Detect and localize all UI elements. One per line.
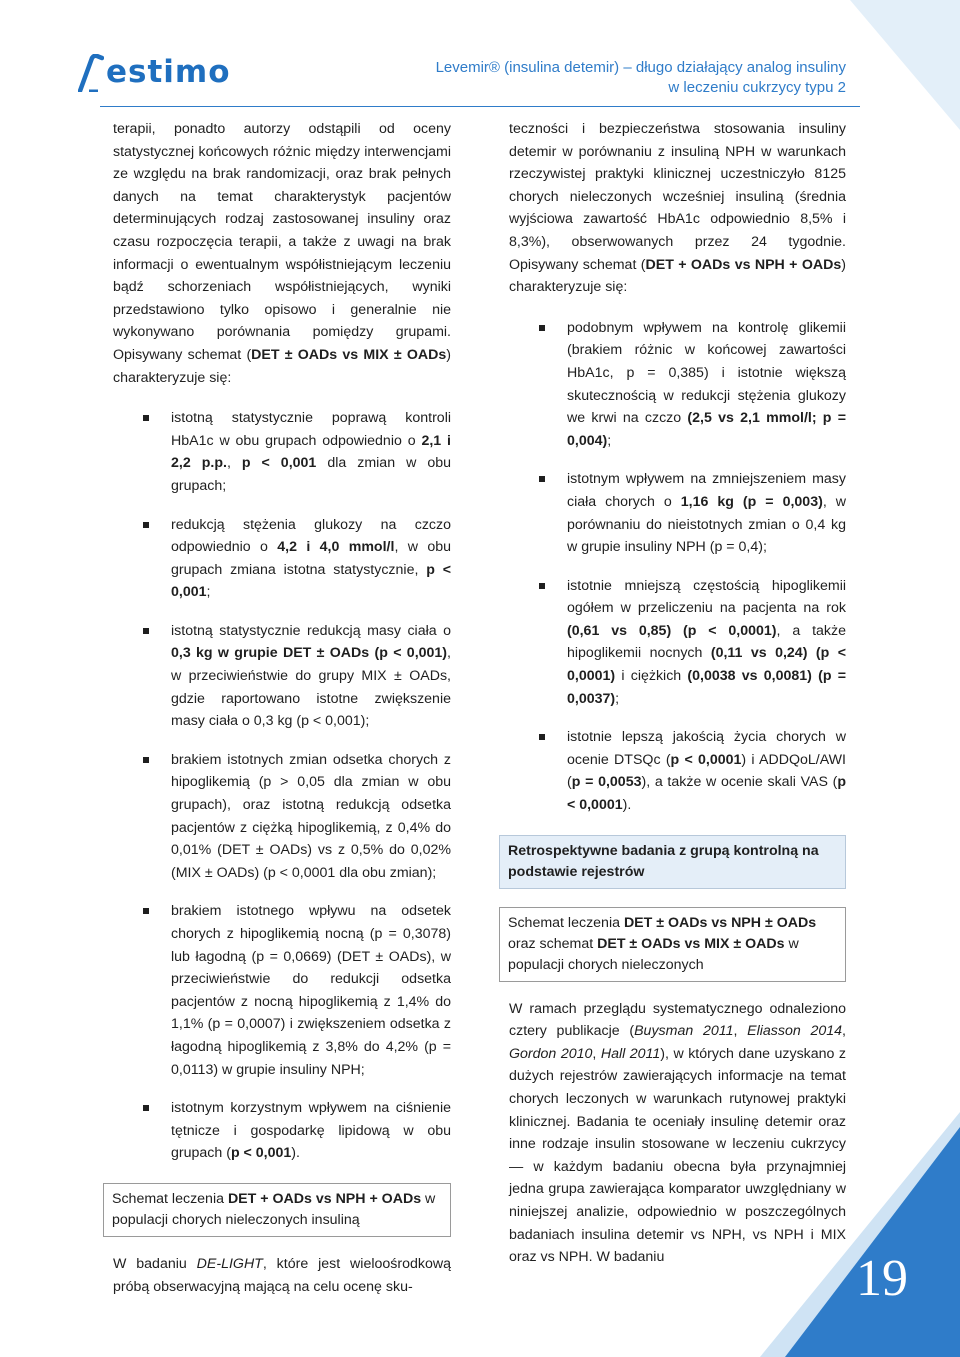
bullet-item-run: p < 0,001: [230, 1145, 292, 1162]
bullet-item-run: 4,2 i 4,0 mmol/l: [277, 539, 395, 556]
page-number: 19: [856, 1250, 908, 1307]
bullet-item-run: dla zmian w obu grupach;: [171, 455, 451, 494]
bullet-item: [509, 468, 846, 558]
right-outro-paragraph-run: Gordon 2010: [509, 1045, 593, 1062]
square-bullet-icon: [143, 628, 149, 634]
right-intro-paragraph-run: teczności i bezpieczeństwa stosowania insuliny detemir w porównaniu z insuliną NPH w warunkach rzeczywistej praktyki klinicznej uczestniczyło 8125 chorych nieleczonych wcześniej insuliną (średnia wyjściowa zawartość HbA1c odpowiednio 8,5% i 8,3%), obserwowanych przez 24 tygodnie. Opisywany schemat (: [509, 121, 846, 273]
header-title: [436, 58, 846, 98]
bullet-item-run: istotnie lepszą jakością życia chorych w ocenie DTSQc (: [567, 729, 846, 768]
left-intro-scheme: DET ± OADs vs MIX ± OADs: [251, 346, 447, 363]
bullet-item-run: p < 0,001: [171, 561, 451, 601]
right-outro-paragraph-run: ,: [842, 1023, 846, 1040]
square-bullet-icon: [143, 1105, 149, 1111]
right-outro-paragraph-run: Eliasson 2014: [747, 1023, 843, 1040]
bullet-item-run: ) i ADDQoL/AWI (: [567, 751, 846, 791]
corner-decoration-top: [850, 0, 960, 130]
bullet-item-run: p < 0,0001: [567, 774, 846, 814]
bullet-item: [113, 407, 451, 497]
left-outro-paragraph-run: W badaniu: [113, 1255, 197, 1272]
bullet-item-run: istotnym korzystnym wpływem na ciśnienie tętnicze i gospodarkę lipidową w obu grupach (: [171, 1100, 451, 1162]
left-scheme-box: [103, 1183, 451, 1237]
header-title-line1: Levemir® (insulina detemir) – długo działający analog insuliny: [435, 59, 846, 76]
left-scheme-box-run: w populacji chorych nieleczonych insuliną: [112, 1190, 436, 1228]
right-scheme-box-run: Schemat leczenia: [508, 914, 624, 931]
right-outro-paragraph-run: ,: [733, 1023, 748, 1040]
header-title-line2: w leczeniu cukrzycy typu 2: [668, 79, 846, 96]
section-heading-box: Retrospektywne badania z grupą kontrolną na podstawie rejestrów: [499, 835, 846, 889]
bullet-item: [113, 749, 451, 885]
bullet-item: [113, 620, 451, 733]
bullet-item-run: istotną statystycznie poprawą kontroli HbA1c w obu grupach odpowiednio o: [171, 410, 451, 449]
bullet-item-run: istotnym wpływem na zmniejszeniem masy ciała chorych o: [567, 471, 846, 510]
bullet-item-run: istotną statystycznie redukcją masy ciała o: [171, 622, 451, 639]
bullet-item-run: ;: [206, 584, 211, 601]
right-outro-paragraph-run: Buysman 2011: [634, 1023, 734, 1040]
square-bullet-icon: [539, 734, 545, 740]
bullet-item-run: , w porównaniu do nieistotnych zmian o 0,4 kg w grupie insuliny NPH (p = 0,4);: [567, 493, 846, 556]
left-outro-paragraph-run: DE-LIGHT: [196, 1255, 263, 1272]
bullet-item-run: p = 0,0053: [571, 774, 642, 791]
right-outro-paragraph-run: ,: [592, 1045, 601, 1062]
bullet-item-run: ).: [291, 1145, 300, 1162]
left-outro-paragraph-run: , które jest wieloośrodkową próbą obserwacyjną mającą na celu ocenę sku-: [113, 1255, 451, 1295]
right-column: [509, 118, 846, 1269]
bullet-item-run: 0,3 kg w grupie DET ± OADs (p < 0,001): [171, 645, 448, 662]
right-outro-paragraph: [509, 998, 846, 1269]
square-bullet-icon: [143, 415, 149, 421]
right-outro-paragraph-run: W ramach przeglądu systematycznego odnaleziono cztery publikacje (: [509, 1000, 846, 1040]
square-bullet-icon: [143, 757, 149, 763]
bullet-item-run: ;: [607, 432, 612, 449]
bullet-item-run: 1,16 kg (p = 0,003): [680, 493, 823, 510]
logo: [78, 50, 231, 92]
bullet-item-run: ;: [615, 690, 620, 707]
header-divider: [100, 106, 860, 107]
right-scheme-box-run: DET ± OADs vs NPH ± OADs: [623, 914, 817, 931]
bullet-item-run: ), a także w ocenie skali VAS (: [641, 774, 838, 791]
bullet-item-run: , w przeciwieństwie do grupy MIX ± OADs, gdzie raportowano istotne zwiększenie masy ciała o 0,3 kg (p < 0,001);: [171, 645, 451, 730]
bullet-item-run: (0,11 vs 0,24) (p < 0,0001): [567, 645, 846, 685]
bullet-item: [509, 575, 846, 711]
bullet-item-run: ).: [622, 797, 632, 814]
left-intro-paragraph: [113, 118, 451, 389]
bullet-item-run: (0,0038 vs 0,0081) (p = 0,0037): [567, 668, 846, 707]
bullet-item-run: brakiem istotnego wpływu na odsetek chorych z hipoglikemią nocną (p = 0,3078) lub łagodną (p = 0,0669) (DET ± OADs), w przeciwieństwie do redukcji odsetka pacjentów z nocną hipoglikemią z 1,4% do 1,1% (p = 0,0007) i zwiększeniem odsetka z łagodną hipoglikemią z 3,8% do 4,2% (p = 0,0113) w grupie insuliny NPH;: [171, 903, 451, 1078]
left-bullet-list: [113, 407, 451, 1165]
left-column: [113, 118, 451, 1298]
left-intro-end: ) charakteryzuje się:: [113, 346, 451, 386]
right-scheme-box-run: oraz schemat: [508, 935, 598, 952]
left-scheme-box-run: DET + OADs vs NPH + OADs: [227, 1190, 422, 1207]
bullet-item-run: i ciężkich: [615, 668, 688, 685]
left-scheme-box-run: Schemat leczenia: [112, 1190, 228, 1207]
square-bullet-icon: [539, 583, 545, 589]
right-intro-paragraph-run: DET + OADs vs NPH + OADs: [645, 256, 842, 273]
logo-text: estimo: [106, 54, 231, 90]
bullet-item-run: 2,1 i 2,2 p.p.: [171, 432, 451, 472]
bullet-item-run: ,: [226, 455, 242, 472]
bullet-item: [509, 726, 846, 816]
square-bullet-icon: [143, 908, 149, 914]
bullet-item-run: istotnie mniejszą częstością hipoglikemii ogółem w przeliczeniu na pacjenta na rok: [567, 577, 846, 617]
bullet-item: [113, 1097, 451, 1165]
bullet-item-run: , a także hipoglikemii nocnych: [567, 622, 846, 662]
bullet-item-run: podobnym wpływem na kontrolę glikemii (brakiem różnic w końcowej zawartości HbA1c, p = 0,385) i istotnie większą skutecznością w redukcji stężenia glukozy we krwi na czczo: [567, 319, 846, 427]
bullet-item-run: p < 0,0001: [670, 751, 742, 768]
bullet-item-run: , w obu grupach zmiana istotna statystycznie,: [171, 539, 451, 578]
bullet-item: [113, 900, 451, 1081]
right-scheme-box: [499, 907, 846, 982]
right-intro-paragraph: [509, 118, 846, 299]
bullet-item-run: (2,5 vs 2,1 mmol/l; p = 0,004): [567, 410, 846, 449]
right-scheme-box-run: w populacji chorych nieleczonych: [508, 935, 799, 973]
square-bullet-icon: [539, 325, 545, 331]
logo-mark-icon: [78, 54, 104, 92]
right-scheme-box-run: DET ± OADs vs MIX ± OADs: [597, 935, 785, 952]
bullet-item-run: redukcją stężenia glukozy na czczo odpowiednio o: [171, 516, 451, 556]
right-outro-paragraph-run: ), w których dane uzyskano z dużych rejestrów zawierających informacje na temat chorych leczonych w warunkach rutynowej praktyki klinicznej. Badania te oceniały insulinę detemir oraz inne rodzaje insulin stosowane w leczeniu cukrzycy — w każdym badaniu obecna była przynajmniej jedna grupa zawierająca komparator uwzględniany w niniejszej analizie, odpowiednio w poszczególnych badaniach insulina detemir vs NPH, vs NPH i MIX oraz vs NPH. W badaniu: [509, 1045, 847, 1266]
left-outro-paragraph: [113, 1253, 451, 1298]
bullet-item-run: brakiem istotnych zmian odsetka chorych z hipoglikemią (p > 0,05 dla zmian w obu grupach), oraz istotną redukcją odsetka pacjentów z ciężką hipoglikemią, z 0,4% do 0,01% (DET ± OADs) vs z 0,5% do 0,02% (MIX ± OADs) (p < 0,0001 dla obu zmian);: [171, 751, 451, 881]
bullet-item-run: (0,61 vs 0,85) (p < 0,0001): [567, 622, 777, 639]
square-bullet-icon: [143, 522, 149, 528]
left-intro-text: terapii, ponadto autorzy odstąpili od oceny statystycznej końcowych różnic między interwencjami ze względu na brak randomizacji, oraz brak pełnych danych na temat charakterystyk pacjentów determinujących rodzaj zastosowanej insuliny oraz czasu rozpoczęcia terapii, a także z uwagi na brak informacji o ewentualnym współistniejącym leczeniu bądź schorzeniach współistniejących, wyniki przedstawiono tylko opisowo i generalnie nie wykonywano porównania pomiędzy grupami. Opisywany schemat (: [113, 121, 451, 363]
right-bullet-list: [509, 317, 846, 817]
right-outro-paragraph-run: Hall 2011: [600, 1045, 661, 1062]
bullet-item: [509, 317, 846, 453]
right-intro-paragraph-run: ) charakteryzuje się:: [509, 256, 846, 296]
square-bullet-icon: [539, 476, 545, 482]
bullet-item-run: p < 0,001: [241, 455, 317, 472]
bullet-item: [113, 514, 451, 604]
